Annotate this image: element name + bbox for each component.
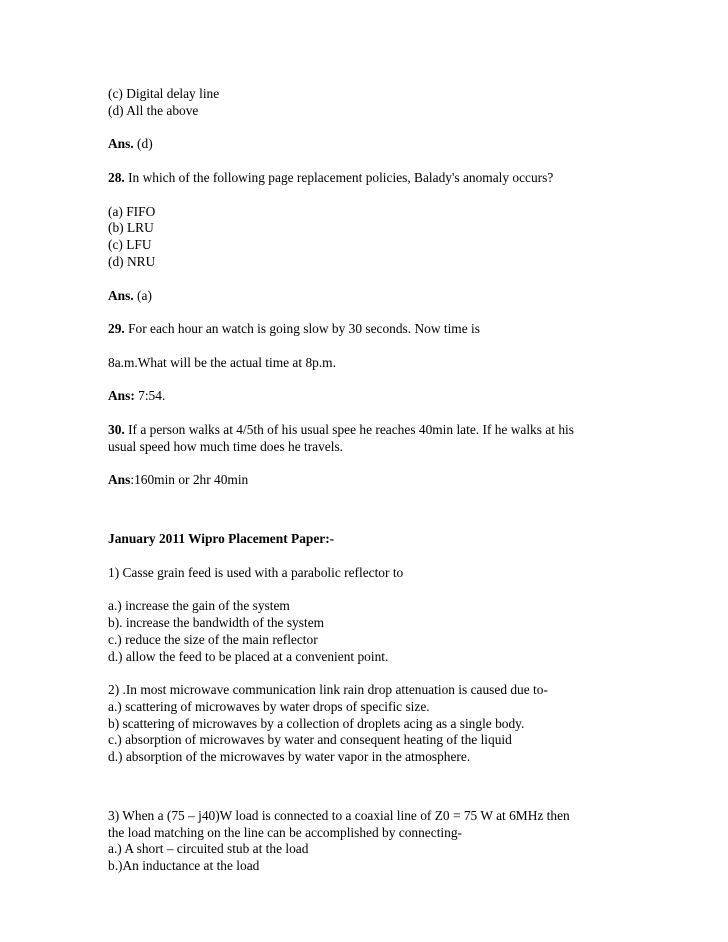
question-number: 30. — [108, 421, 125, 437]
q30-question-continued: usual speed how much time does he travels. — [108, 438, 344, 454]
q28-option-d: (d) NRU — [108, 253, 156, 269]
question-text: If a person walks at 4/5th of his usual spee he reaches 40min late. If he walks at his — [124, 421, 574, 437]
q28-question — [108, 170, 628, 187]
p3-question: 3) When a (75 – j40)W load is connected to a coaxial line of Z0 = 75 W at 6MHz then — [108, 807, 570, 823]
q30-question — [108, 422, 628, 439]
p2-option-b: b) scattering of microwaves by a collection of droplets acing as a single body. — [108, 715, 525, 731]
p2-option-d: d.) absorption of the microwaves by water vapor in the atmosphere. — [108, 749, 471, 765]
q28-answer — [108, 288, 628, 305]
p1-option-b: b). increase the bandwidth of the system — [108, 614, 325, 630]
q28-option-b: (b) LRU — [108, 220, 154, 236]
p2-option-c: c.) absorption of microwaves by water and consequent heating of the liquid — [108, 732, 512, 748]
page-content — [108, 86, 628, 875]
q28-option-c: (c) LFU — [108, 237, 152, 253]
p3-question-continued: the load matching on the line can be accomplished by connecting- — [108, 824, 462, 840]
answer-value: 7:54. — [134, 388, 166, 404]
question-text: For each hour an watch is going slow by 30 seconds. Now time is — [124, 321, 480, 337]
q30-answer — [108, 472, 628, 489]
answer-value: :160min or 2hr 40min — [130, 472, 249, 488]
q27-answer — [108, 136, 628, 153]
p1-option-c: c.) reduce the size of the main reflector — [108, 631, 318, 647]
question-number: 29. — [108, 321, 125, 337]
section-heading — [108, 531, 628, 548]
p3-option-b: b.)An inductance at the load — [108, 858, 260, 874]
question-number: 28. — [108, 169, 125, 185]
section-heading-text: January 2011 Wipro Placement Paper:- — [108, 530, 335, 546]
p2-question: 2) .In most microwave communication link rain drop attenuation is caused due to- — [108, 682, 548, 698]
p1-question: 1) Casse grain feed is used with a parabolic reflector to — [108, 564, 404, 580]
p1-option-d: d.) allow the feed to be placed at a convenient point. — [108, 648, 389, 664]
question-text: In which of the following page replacement policies, Balady's anomaly occurs? — [124, 169, 554, 185]
answer-value: (a) — [133, 287, 152, 303]
q29-question-continued: 8a.m.What will be the actual time at 8p.m. — [108, 354, 336, 370]
q27-option-c: (c) Digital delay line — [108, 86, 220, 101]
answer-label: Ans — [108, 472, 131, 488]
q29-question — [108, 321, 628, 338]
q29-answer — [108, 388, 628, 405]
p1-option-a: a.) increase the gain of the system — [108, 598, 290, 614]
q27-option-d: (d) All the above — [108, 102, 199, 118]
p3-option-a: a.) A short – circuited stub at the load — [108, 841, 309, 857]
answer-label: Ans. — [108, 287, 134, 303]
q28-option-a: (a) FIFO — [108, 203, 156, 219]
p2-option-a: a.) scattering of microwaves by water drops of specific size. — [108, 698, 430, 714]
answer-value: (d) — [133, 136, 153, 152]
answer-label: Ans. — [108, 136, 134, 152]
answer-label: Ans: — [108, 388, 135, 404]
